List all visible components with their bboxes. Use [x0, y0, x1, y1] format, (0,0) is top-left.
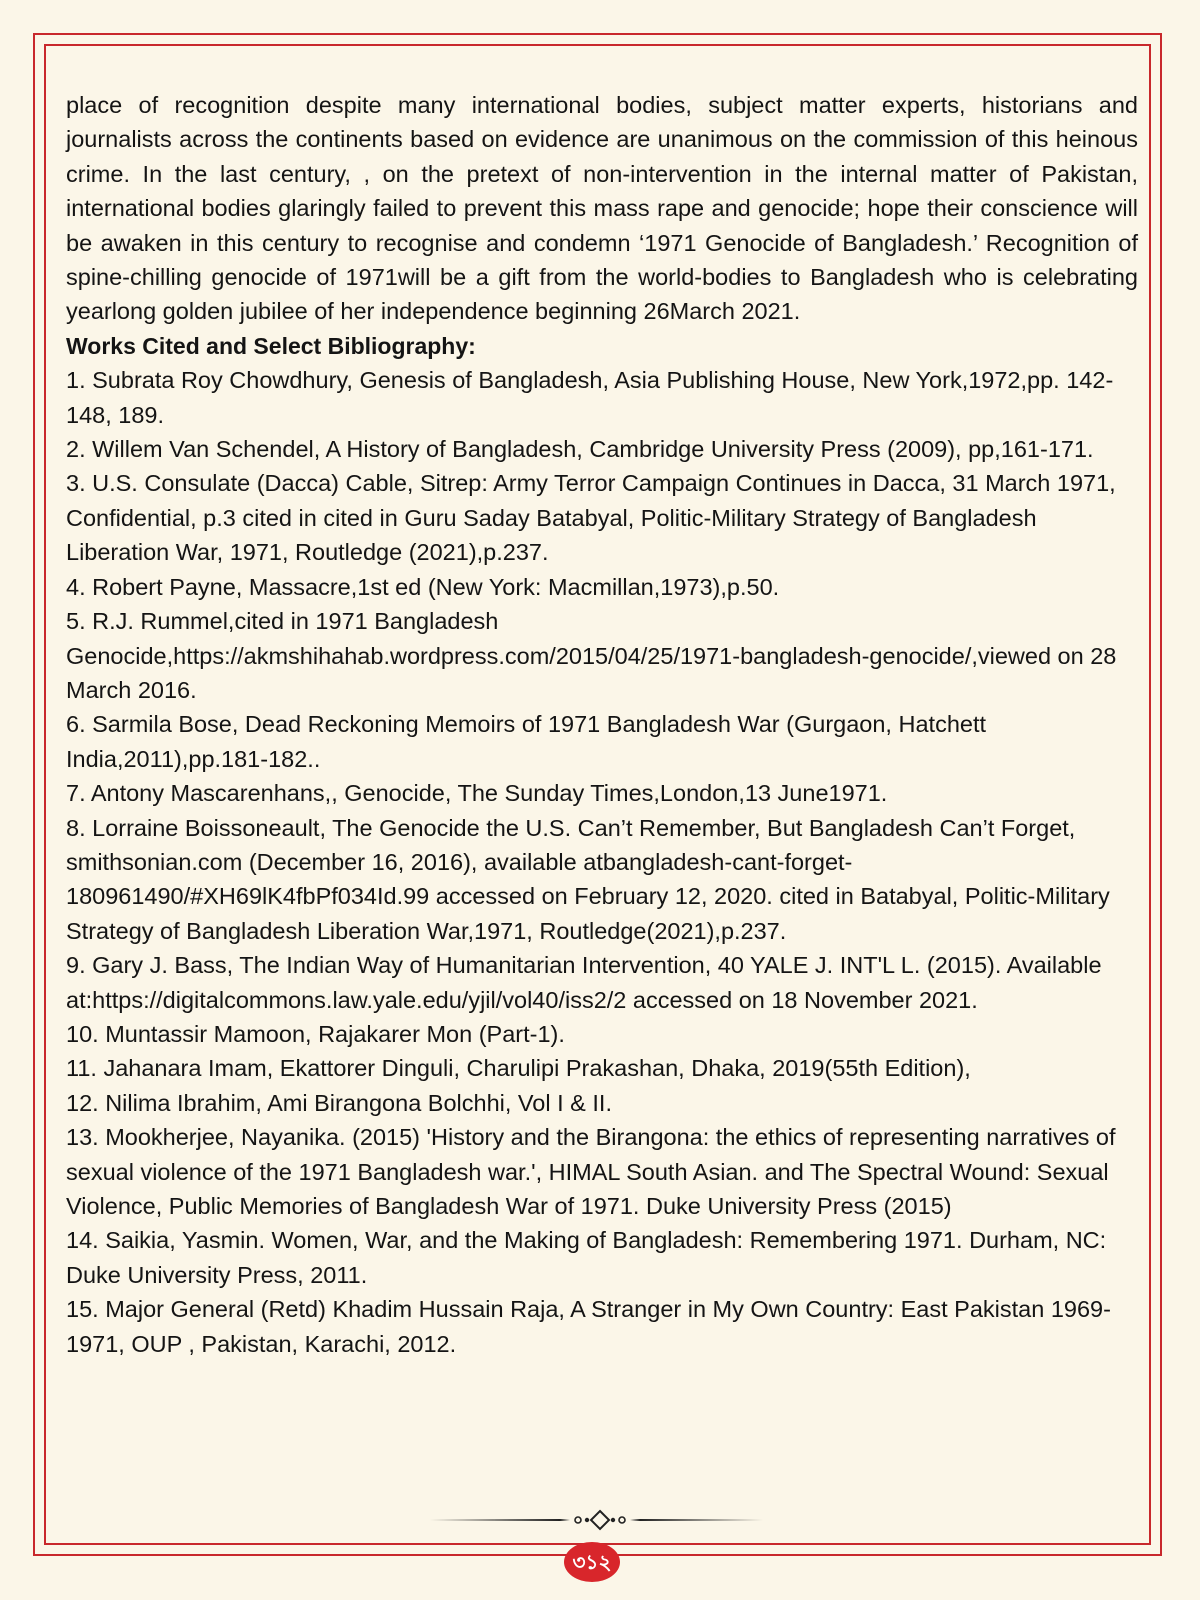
reference-item: 10. Muntassir Mamoon, Rajakarer Mon (Part-1).	[66, 1020, 565, 1047]
reference-item: 11. Jahanara Imam, Ekattorer Dinguli, Charulipi Prakashan, Dhaka, 2019(55th Edition),	[66, 1055, 971, 1082]
reference-item: 8. Lorraine Boissoneault, The Genocide the U.S. Can’t Remember, But Bangladesh Can’t Forget, smithsonian.com (December 16, 2016), available atbangladesh-cant-forget-180961490/#XH69lK4fbPf034Id.99 accessed on February 12, 2020. cited in Batabyal, Politic-Military Strategy of Bangladesh Liberation War,1971, Routledge(2021),p.237.	[66, 814, 1110, 944]
reference-item: 7. Antony Mascarenhans,, Genocide, The Sunday Times,London,13 June1971.	[66, 780, 888, 807]
bibliography-list	[66, 363, 1138, 1361]
reference-item: 4. Robert Payne, Massacre,1st ed (New York: Macmillan,1973),p.50.	[66, 573, 780, 600]
reference-item: 9. Gary J. Bass, The Indian Way of Humanitarian Intervention, 40 YALE J. INT'L L. (2015). Available at:https://digitalcommons.law.yale.edu/yjil/vol40/iss2/2 accessed on 18 November 2021.	[66, 952, 1102, 1013]
reference-item: 1. Subrata Roy Chowdhury, Genesis of Bangladesh, Asia Publishing House, New York,1972,pp. 142-148, 189.	[66, 367, 1114, 428]
reference-item: 2. Willem Van Schendel, A History of Bangladesh, Cambridge University Press (2009), pp,161-171.	[66, 436, 1094, 463]
page-number-badge: ৩১২	[564, 1542, 620, 1582]
reference-item: 3. U.S. Consulate (Dacca) Cable, Sitrep: Army Terror Campaign Continues in Dacca, 31 March 1971, Confidential, p.3 cited in cited in Guru Saday Batabyal, Politic-Military Strategy of Bangladesh Liberation War, 1971, Routledge (2021),p.237.	[66, 470, 1116, 566]
bibliography-heading: Works Cited and Select Bibliography:	[66, 332, 476, 359]
reference-item: 12. Nilima Ibrahim, Ami Birangona Bolchhi, Vol I & II.	[66, 1089, 612, 1116]
page-content	[66, 88, 1138, 1361]
reference-item: 13. Mookherjee, Nayanika. (2015) 'History and the Birangona: the ethics of representing narratives of sexual violence of the 1971 Bangladesh war.', HIMAL South Asian. and The Spectral Wound: Sexual Violence, Public Memories of Bangladesh War of 1971. Duke University Press (2015)	[66, 1124, 1116, 1219]
reference-item: 6. Sarmila Bose, Dead Reckoning Memoirs of 1971 Bangladesh War (Gurgaon, Hatchett India,2011),pp.181-182..	[66, 711, 987, 772]
body-paragraph: place of recognition despite many international bodies, subject matter experts, historians and journalists across the continents based on evidence are unanimous on the commission of this heinous crime. In the last century, , on the pretext of non-intervention in the internal matter of Pakistan, international bodies glaringly failed to prevent this mass rape and genocide; hope their conscience will be awaken in this century to recognise and condemn ‘1971 Genocide of Bangladesh.’ Recognition of spine-chilling genocide of 1971will be a gift from the world-bodies to Bangladesh who is celebrating yearlong golden jubilee of her independence beginning 26March 2021.	[66, 92, 1138, 325]
reference-item: 14. Saikia, Yasmin. Women, War, and the Making of Bangladesh: Remembering 1971. Durham, NC: Duke University Press, 2011.	[66, 1227, 1107, 1288]
divider-ornament-icon	[430, 1508, 770, 1532]
reference-item: 15. Major General (Retd) Khadim Hussain Raja, A Stranger in My Own Country: East Pakistan 1969-1971, OUP , Pakistan, Karachi, 2012.	[66, 1296, 1111, 1357]
reference-item: 5. R.J. Rummel,cited in 1971 Bangladesh Genocide,https://akmshihahab.wordpress.com/2015/04/25/1971-bangladesh-genocide/,viewed on 28 March 2016.	[66, 608, 1117, 703]
